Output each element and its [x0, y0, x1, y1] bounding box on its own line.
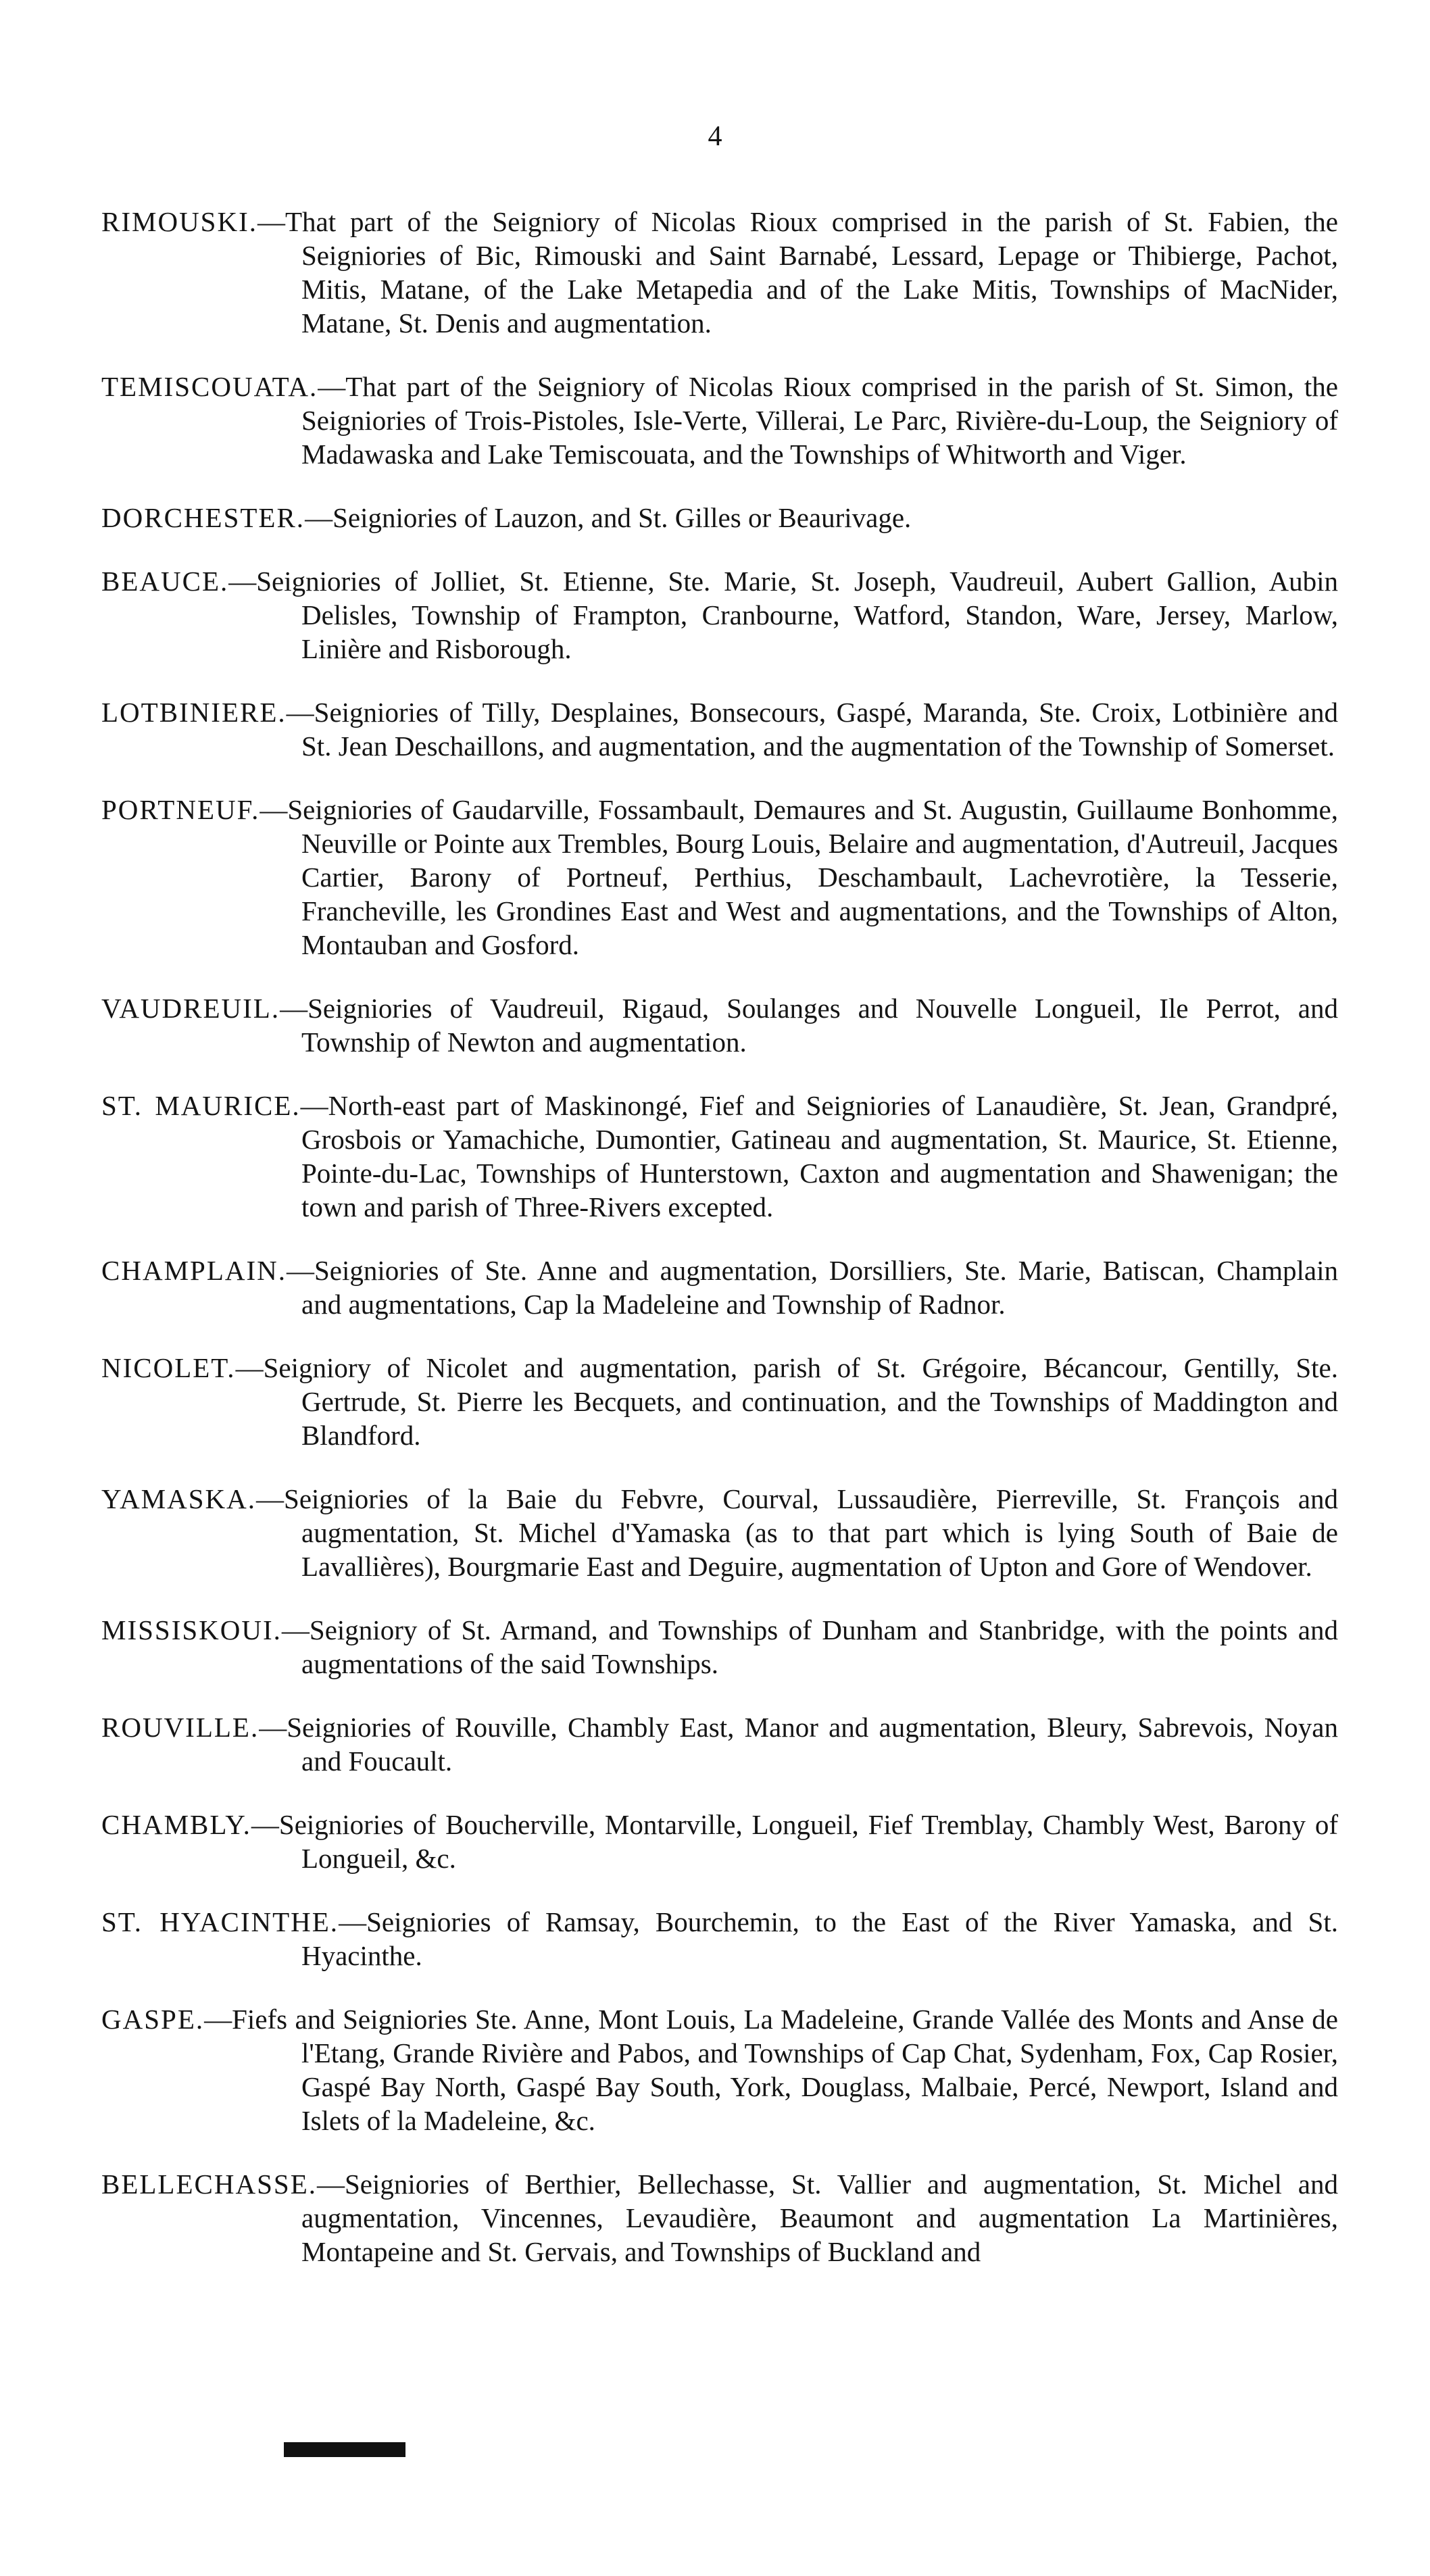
county-name: GASPE.: [101, 2004, 205, 2035]
county-name: CHAMPLAIN.: [101, 1255, 287, 1286]
county-description: —Seigniory of St. Armand, and Townships of Dunham and Stanbridge, with the points and augmentations of the said Townships.: [281, 1614, 1338, 1679]
county-entry-lotbiniere: [101, 695, 1338, 763]
page-number: 4: [708, 121, 722, 152]
county-entry-nicolet: [101, 1351, 1338, 1452]
county-name: YAMASKA.: [101, 1483, 257, 1514]
county-description: —Seigniories of la Baie du Febvre, Courval, Lussaudière, Pierreville, St. François and augmentation, St. Michel d'Yamaska (as to that part which is lying South of Baie de Lavallières), Bourgmarie East and Deguire, augmentation of Upton and Gore of Wendover.: [256, 1483, 1338, 1582]
county-entry-yamaska: [101, 1482, 1338, 1583]
county-description: —That part of the Seigniory of Nicolas Rioux comprised in the parish of St. Simon, the Seigniories of Trois-Pistoles, Isle-Verte, Villerai, Le Parc, Rivière-du-Loup, the Seigniory of Madawaska and Lake Temiscouata, and the Townships of Whitworth and Viger.: [301, 371, 1338, 470]
county-description: —Seigniories of Gaudarville, Fossambault, Demaures and St. Augustin, Guillaume Bonhomme, Neuville or Pointe aux Trembles, Bourg Louis, Belaire and augmentation, d'Autreuil, Jacques Cartier, Barony of Portneuf, Perthius, Deschambault, Lachevrotière, la Tesserie, Francheville, les Grondines East and West and augmentations, and the Townships of Alton, Montauban and Gosford.: [260, 794, 1338, 960]
county-entry-chambly: [101, 1808, 1338, 1875]
county-description: —Seigniories of Jolliet, St. Etienne, Ste. Marie, St. Joseph, Vaudreuil, Aubert Gallion, Aubin Delisles, Township of Frampton, Cranbourne, Watford, Standon, Ware, Jersey, Marlow, Linière and Risborough.: [228, 566, 1338, 664]
county-name: MISSISKOUI.: [101, 1614, 282, 1645]
county-description: —Fiefs and Seigniories Ste. Anne, Mont Louis, La Madeleine, Grande Vallée des Monts and Anse de l'Etang, Grande Rivière and Pabos, and Townships of Cap Chat, Sydenham, Fox, Cap Rosier, Gaspé Bay North, Gaspé Bay South, York, Douglass, Malbaie, Percé, Newport, Island and Islets of la Madeleine, &c.: [204, 2004, 1338, 2136]
county-entry-champlain: [101, 1254, 1338, 1321]
county-entry-st-hyacinthe: [101, 1905, 1338, 1973]
county-description: —Seigniories of Ramsay, Bourchemin, to the East of the River Yamaska, and St. Hyacinthe.: [301, 1906, 1338, 1971]
county-name: NICOLET.: [101, 1352, 236, 1383]
county-name: CHAMBLY.: [101, 1809, 251, 1840]
county-entry-bellechasse: [101, 2167, 1338, 2269]
county-description: —Seigniories of Berthier, Bellechasse, St. Vallier and augmentation, St. Michel and augmentation, Vincennes, Levaudière, Beaumont and augmentation La Martinières, Montapeine and St. Gervais, and Townships of Buckland and: [301, 2169, 1338, 2267]
county-list: [101, 177, 1338, 2298]
county-entry-dorchester: [101, 501, 1338, 535]
county-description: —Seigniories of Lauzon, and St. Gilles or Beaurivage.: [305, 502, 912, 533]
county-name: BELLECHASSE.: [101, 2169, 317, 2200]
county-entry-rimouski: [101, 205, 1338, 340]
county-entry-beauce: [101, 564, 1338, 666]
county-entry-gaspe: [101, 2002, 1338, 2137]
county-description: —Seigniories of Vaudreuil, Rigaud, Soulanges and Nouvelle Longueil, Ile Perrot, and Township of Newton and augmentation.: [280, 993, 1338, 1058]
county-name: VAUDREUIL.: [101, 993, 280, 1024]
county-entry-missiskoui: [101, 1613, 1338, 1681]
county-name: BEAUCE.: [101, 566, 229, 597]
county-name: PORTNEUF.: [101, 794, 260, 825]
county-description: —Seigniories of Ste. Anne and augmentation, Dorsilliers, Ste. Marie, Batiscan, Champlain and augmentations, Cap la Madeleine and Township of Radnor.: [287, 1255, 1338, 1320]
county-entry-temiscouata: [101, 370, 1338, 471]
county-entry-rouville: [101, 1710, 1338, 1778]
county-name: DORCHESTER.: [101, 502, 305, 533]
county-entry-st-maurice: [101, 1089, 1338, 1224]
county-name: TEMISCOUATA.: [101, 371, 318, 402]
county-description: —Seigniory of Nicolet and augmentation, parish of St. Grégoire, Bécancour, Gentilly, Ste. Gertrude, St. Pierre les Becquets, and continuation, and the Townships of Maddington and Blandford.: [235, 1352, 1338, 1451]
county-name: RIMOUSKI.: [101, 206, 257, 237]
county-description: —Seigniories of Rouville, Chambly East, Manor and augmentation, Bleury, Sabrevois, Noyan and Foucault.: [259, 1712, 1338, 1777]
county-name: ST. MAURICE.: [101, 1090, 301, 1121]
county-name: ST. HYACINTHE.: [101, 1906, 339, 1937]
county-description: —Seigniories of Tilly, Desplaines, Bonsecours, Gaspé, Maranda, Ste. Croix, Lotbinière and St. Jean Deschaillons, and augmentation, and the augmentation of the Township of Somerset.: [286, 697, 1338, 762]
county-name: LOTBINIERE.: [101, 697, 287, 728]
county-description: —North-east part of Maskinongé, Fief and Seigniories of Lanaudière, St. Jean, Grandpré, Grosbois or Yamachiche, Dumontier, Gatineau and augmentation, St. Maurice, St. Etienne, Pointe-du-Lac, Townships of Hunterstown, Caxton and augmentation and Shawenigan; the town and parish of Three-Rivers excepted.: [300, 1090, 1338, 1222]
county-description: —Seigniories of Boucherville, Montarville, Longueil, Fief Tremblay, Chambly West, Barony of Longueil, &c.: [251, 1809, 1338, 1874]
county-entry-vaudreuil: [101, 991, 1338, 1059]
county-entry-portneuf: [101, 793, 1338, 962]
cut-off-text-fragment: [284, 2442, 405, 2457]
county-name: ROUVILLE.: [101, 1712, 260, 1743]
county-description: —That part of the Seigniory of Nicolas Rioux comprised in the parish of St. Fabien, the Seigniories of Bic, Rimouski and Saint Barnabé, Lessard, Lepage or Thibierge, Pachot, Mitis, Matane, of the Lake Metapedia and of the Lake Mitis, Townships of MacNider, Matane, St. Denis and augmentation.: [257, 206, 1338, 339]
